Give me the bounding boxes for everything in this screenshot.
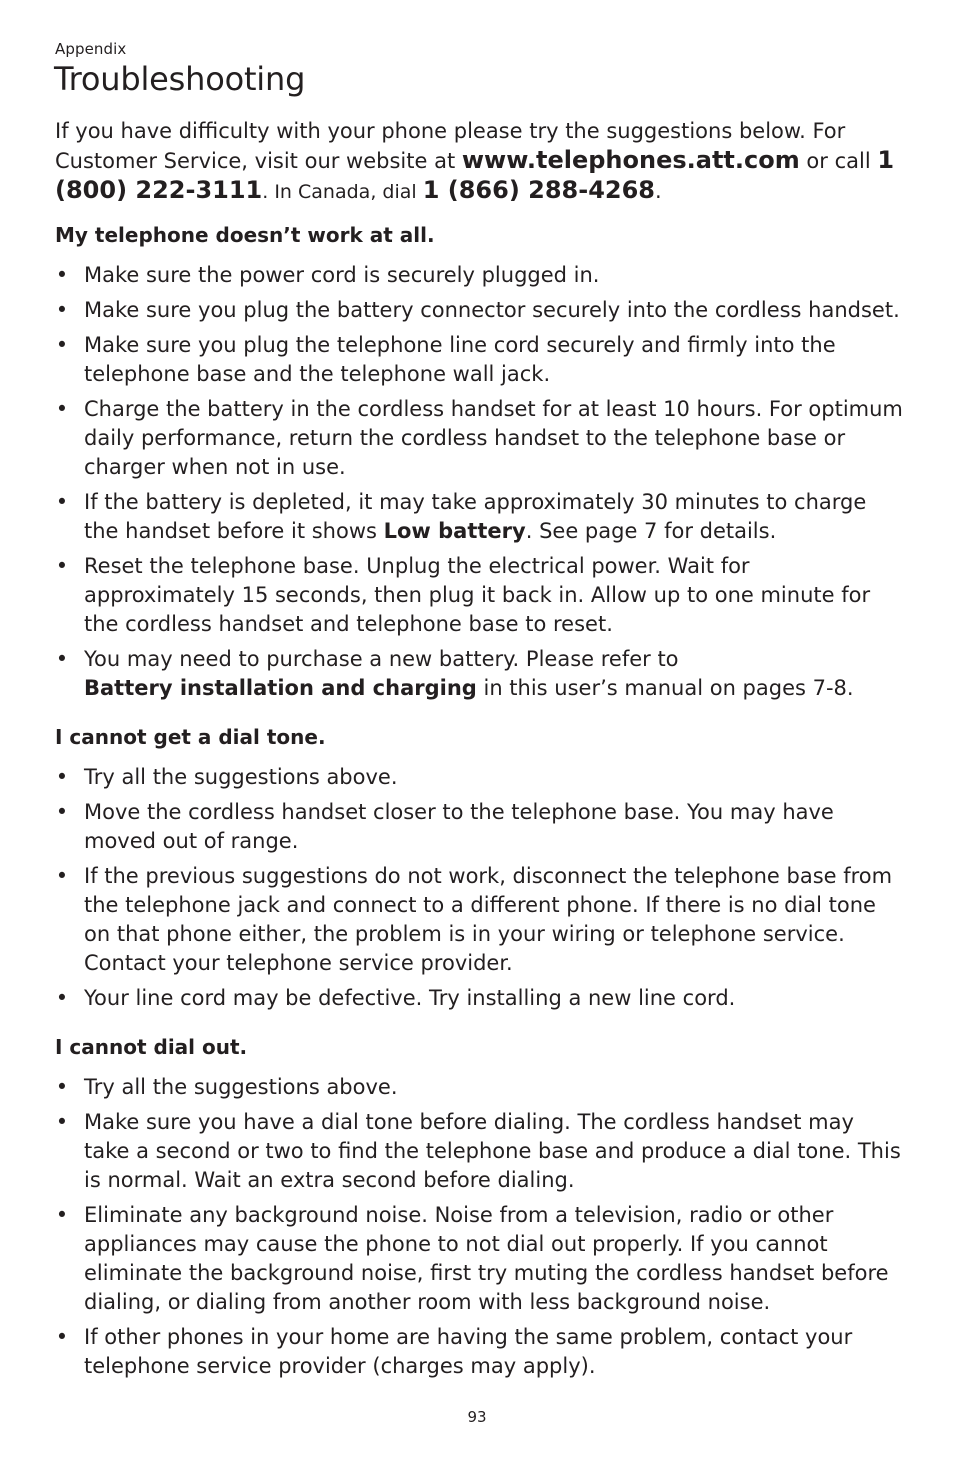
page-content (55, 117, 903, 1401)
list-item (55, 488, 903, 546)
list-item-text: Make sure you plug the battery connector securely into the cordless handset. (84, 298, 900, 322)
section-heading-no-dial-out: I cannot dial out. (55, 1035, 248, 1059)
list-item-text: If the battery is depleted, it may take approximately 30 minutes to charge the handset before it shows (84, 490, 867, 543)
list-item-text: Make sure you plug the telephone line cord securely and firmly into the telephone base and the telephone wall jack. (84, 333, 836, 386)
intro-paragraph (55, 117, 903, 207)
list-item (55, 798, 903, 856)
list-item (55, 395, 903, 482)
list-item-text: If other phones in your home are having the same problem, contact your telephone service provider (charges may apply). (84, 1325, 853, 1378)
bullet-list-no-dial-tone (55, 763, 903, 1013)
list-item-text: Make sure you have a dial tone before dialing. The cordless handset may take a second or two to find the telephone base and produce a dial tone. This is normal. Wait an extra second before dialing. (84, 1110, 901, 1192)
list-item (55, 552, 903, 639)
bullet-icon: • (55, 1075, 69, 1099)
page-number: 93 (467, 1408, 487, 1426)
intro-text-1: If you have difficulty with your phone please try the suggestions below. For Customer Service, visit our website at (55, 119, 846, 173)
bullet-list-no-dial-out (55, 1073, 903, 1381)
bullet-icon: • (55, 490, 69, 514)
list-item (55, 984, 903, 1013)
list-item (55, 296, 903, 325)
list-item (55, 1323, 903, 1381)
battery-installation-reference: Battery installation and charging (84, 676, 477, 700)
page-title: Troubleshooting (54, 60, 306, 98)
bullet-icon: • (55, 333, 69, 357)
list-item (55, 1108, 903, 1195)
list-item-text: in this user’s manual on pages 7-8. (476, 676, 854, 700)
bullet-icon: • (55, 765, 69, 789)
list-item-text: Try all the suggestions above. (84, 765, 398, 789)
list-item-text: Try all the suggestions above. (84, 1075, 398, 1099)
list-item-text: Move the cordless handset closer to the telephone base. You may have moved out of range. (84, 800, 834, 853)
bullet-icon: • (55, 397, 69, 421)
bullet-icon: • (55, 554, 69, 578)
bullet-icon: • (55, 1110, 69, 1134)
phone-canada: 1 (866) 288-4268 (422, 176, 656, 204)
list-item-text: . See page 7 for details. (525, 519, 777, 543)
list-item-text: Your line cord may be defective. Try installing a new line cord. (84, 986, 736, 1010)
bullet-icon: • (55, 1325, 69, 1349)
bullet-icon: • (55, 986, 69, 1010)
list-item-text: You may need to purchase a new battery. Please refer to (84, 647, 679, 671)
bullet-list-no-work (55, 261, 903, 703)
low-battery-label: Low battery (383, 519, 526, 543)
list-item (55, 1201, 903, 1317)
phone-us: 1 (800) 222-3111 (55, 146, 895, 204)
list-item (55, 261, 903, 290)
list-item-text: Eliminate any background noise. Noise from a television, radio or other appliances may cause the phone to not dial out properly. If you cannot eliminate the background noise, first try muting the cordless handset before dialing, or dialing from another room with less background noise. (84, 1203, 889, 1314)
bullet-icon: • (55, 263, 69, 287)
list-item (55, 1073, 903, 1102)
bullet-icon: • (55, 298, 69, 322)
list-item (55, 763, 903, 792)
list-item (55, 862, 903, 978)
list-item-text: Charge the battery in the cordless handset for at least 10 hours. For optimum daily performance, return the cordless handset to the telephone base or charger when not in use. (84, 397, 903, 479)
section-heading-no-work: My telephone doesn’t work at all. (55, 223, 435, 247)
list-item-text: Reset the telephone base. Unplug the electrical power. Wait for approximately 15 seconds, then plug it back in. Allow up to one minute for the cordless handset and telephone base to reset. (84, 554, 871, 636)
list-item-text: Make sure the power cord is securely plugged in. (84, 263, 600, 287)
list-item-text: If the previous suggestions do not work, disconnect the telephone base from the telephone jack and connect to a different phone. If there is no dial tone on that phone either, the problem is in your wiring or telephone service. Contact your telephone service provider. (84, 864, 893, 975)
bullet-icon: • (55, 1203, 69, 1227)
section-heading-no-dial-tone: I cannot get a dial tone. (55, 725, 326, 749)
list-item (55, 331, 903, 389)
intro-text-4: . (655, 179, 662, 203)
intro-text-2: or call (799, 149, 878, 173)
website-link[interactable]: www.telephones.att.com (461, 146, 800, 174)
list-item (55, 645, 903, 703)
bullet-icon: • (55, 864, 69, 888)
bullet-icon: • (55, 647, 69, 671)
section-label: Appendix (55, 40, 127, 58)
intro-text-3: . In Canada, dial (262, 181, 423, 203)
bullet-icon: • (55, 800, 69, 824)
